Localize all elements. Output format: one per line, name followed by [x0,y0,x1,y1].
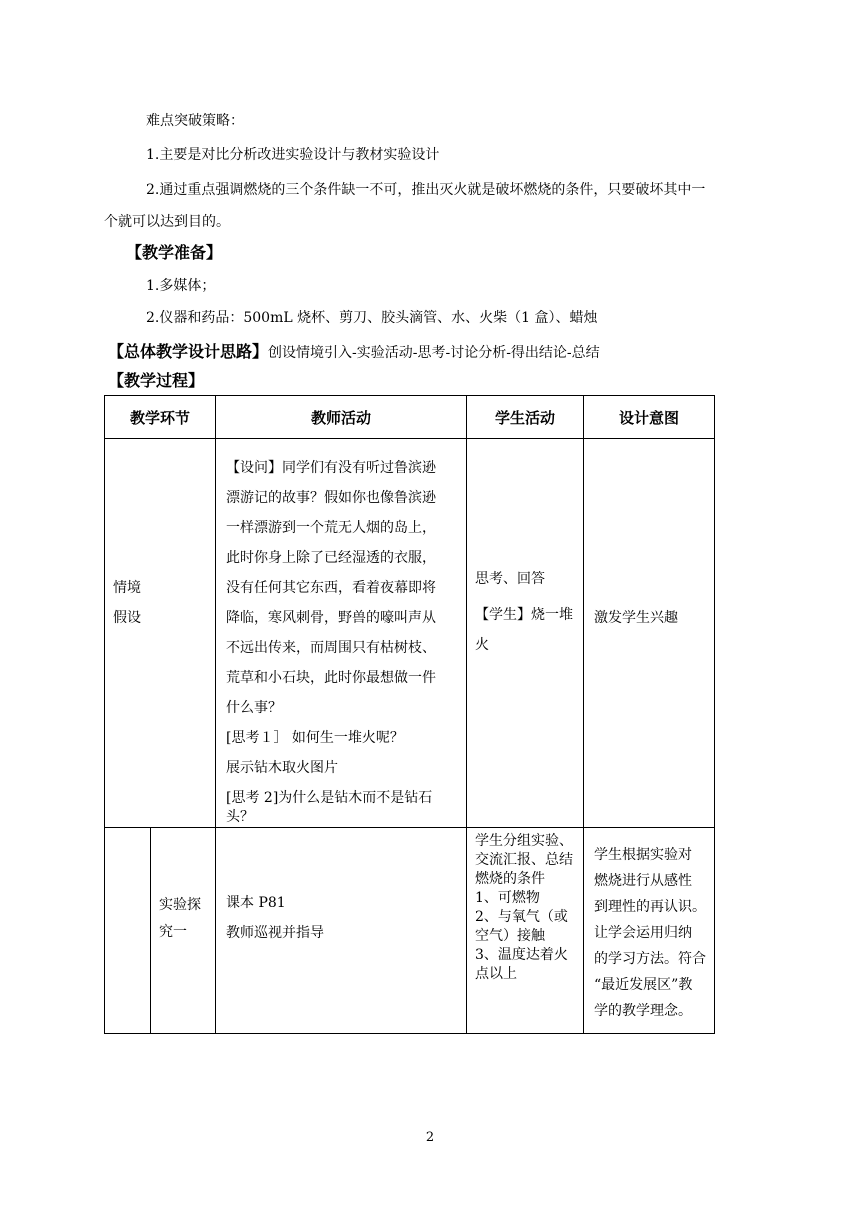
intent-line: “最近发展区”教 [594,977,693,993]
teacher-activity-cell-situation [216,439,467,828]
student-line: 2、与氧气（或 [475,909,568,925]
teacher-line: [思考１］ 如何生一堆火呢？ [226,730,404,746]
preparation-item-1: 1.多媒体； [146,278,216,294]
student-line: 火 [475,637,490,653]
stage-label-line-2: 究一 [159,924,187,940]
teacher-line: 此时你身上除了已经湿透的衣服， [226,550,437,566]
teacher-line: 一样漂游到一个荒无人烟的岛上， [226,520,437,536]
overall-design-heading: 【总体教学设计思路】 [108,342,269,361]
teacher-line: 什么事？ [226,700,283,716]
difficulty-item-1: 1.主要是对比分析改进实验设计与教材实验设计 [146,147,440,163]
intent-line: 学生根据实验对 [594,847,693,863]
column-header-teacher: 教师活动 [216,396,467,439]
difficulty-heading: 难点突破策略： [146,113,244,129]
student-line: 学生分组实验、 [475,833,574,849]
teacher-line: 荒草和小石块，此时你最想做一件 [226,670,437,686]
stage-label-line-2: 假设 [113,610,141,626]
student-line: 空气）接触 [475,928,546,944]
intent-line: 的学习方法。符合 [594,951,707,967]
stage-group-cell [105,828,151,1034]
teacher-line: 降临，寒风刺骨，野兽的嚎叫声从 [226,610,437,626]
page-number: 2 [425,1130,435,1145]
column-header-intent: 设计意图 [584,396,715,439]
teacher-line: 漂游记的故事？假如你也像鲁滨逊 [226,490,437,506]
intent-line: 学的教学理念。 [594,1003,693,1019]
preparation-heading: 【教学准备】 [126,243,223,262]
intent-cell-situation [584,439,715,828]
stage-label-line-1: 实验探 [159,897,201,913]
table-header-row [105,396,715,439]
student-line: 1、可燃物 [475,890,540,906]
intent-line: 燃烧进行从感性 [594,873,693,889]
teacher-activity-cell-experiment [216,828,467,1034]
difficulty-item-2-line-1: 2.通过重点强调燃烧的三个条件缺一不可，推出灭火就是破坏燃烧的条件，只要破坏其中一 [146,182,706,198]
student-activity-cell-situation [467,439,584,828]
student-line: 点以上 [475,966,518,982]
column-header-stage: 教学环节 [105,396,216,439]
column-header-student: 学生活动 [467,396,584,439]
intent-line: 到理性的再认识。 [594,899,707,915]
student-line: 思考、回答 [475,571,546,587]
intent-line: 让学会运用归纳 [594,925,693,941]
teacher-line: 【设问】同学们有没有听过鲁滨逊 [226,460,437,476]
teacher-line: 课本 P81 [226,895,286,911]
stage-cell-situation [105,439,216,828]
teacher-line: [思考 2]为什么是钻木而不是钻石 [226,790,433,806]
table-row-situation [105,439,715,828]
process-heading: 【教学过程】 [108,371,205,390]
intent-cell-experiment [584,828,715,1034]
student-line: 【学生】烧一堆 [475,607,574,623]
overall-design-line [108,342,600,363]
teacher-line: 教师巡视并指导 [226,925,325,941]
difficulty-item-2-line-2: 个就可以达到目的。 [104,214,230,230]
intent-text: 激发学生兴趣 [594,610,679,626]
table-row-experiment [105,828,715,1034]
teacher-line: 展示钻木取火图片 [226,760,339,776]
stage-cell-experiment [151,828,216,1034]
teacher-line: 没有任何其它东西，看着夜幕即将 [226,580,437,596]
preparation-item-2: 2.仪器和药品：500mL 烧杯、剪刀、胶头滴管、水、火柴（1 盒）、蜡烛 [146,310,598,326]
teaching-process-table [104,395,715,1034]
student-line: 3、温度达着火 [475,947,568,963]
student-activity-cell-experiment [467,828,584,1034]
overall-design-text: 创设情境引入-实验活动-思考-讨论分析-得出结论-总结 [268,345,600,361]
student-line: 交流汇报、总结 [475,852,574,868]
teacher-line: 头？ [226,809,255,825]
teacher-line: 不远出传来，而周围只有枯树枝、 [226,640,437,656]
student-line: 燃烧的条件 [475,871,546,887]
stage-label-line-1: 情境 [113,580,141,596]
